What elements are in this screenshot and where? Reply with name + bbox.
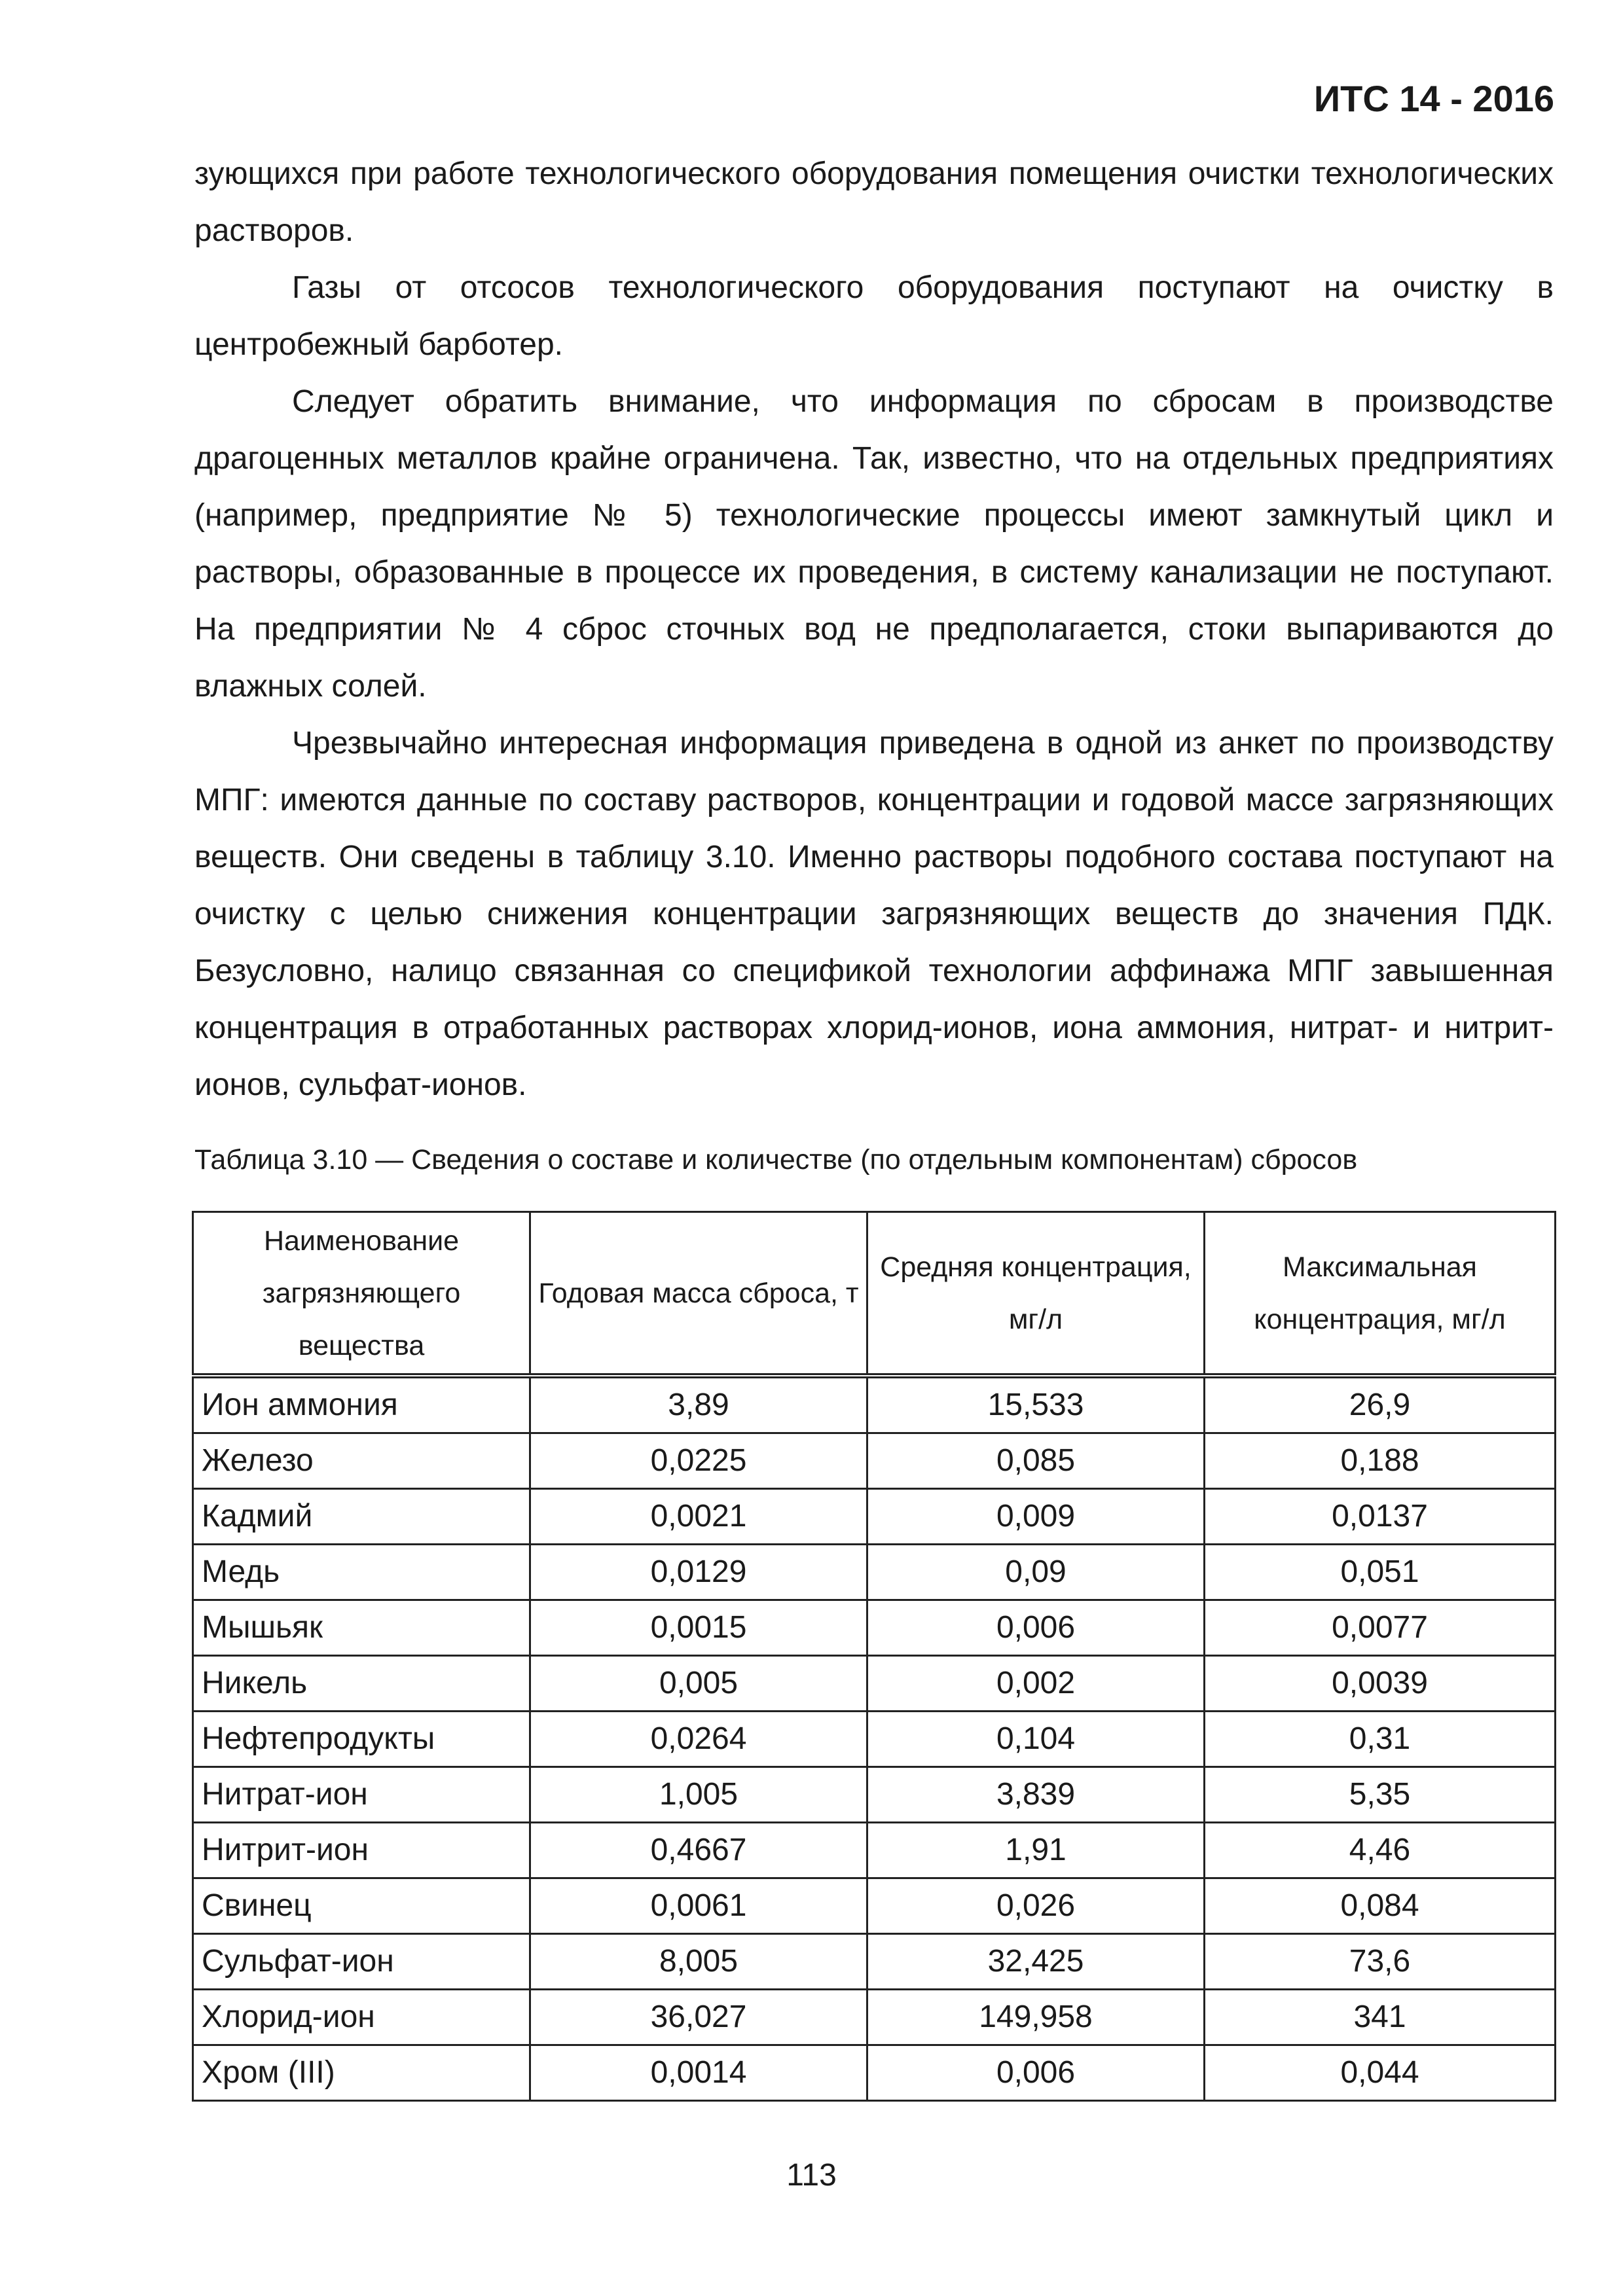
cell-value: 0,0137 (1205, 1489, 1556, 1545)
cell-value: 0,0021 (530, 1489, 867, 1545)
column-header-average-concentration: Средняя концентрация, мг/л (867, 1212, 1205, 1376)
table-header-row (193, 1212, 1556, 1376)
cell-value: 32,425 (867, 1934, 1205, 1990)
cell-substance-name: Нефтепродукты (193, 1712, 530, 1767)
cell-value: 0,104 (867, 1712, 1205, 1767)
column-header-max-concentration: Максимальная концентрация, мг/л (1205, 1212, 1556, 1376)
cell-value: 3,89 (530, 1376, 867, 1433)
paragraph-discharge-info: Следует обратить внимание, что информация по сбросам в производстве драгоценных металлов крайне ограничена. Так, известно, что на отдельных предприятиях (например, предприятие № 5) технологические процессы имеют замкнутый цикл и растворы, образованные в процессе их проведения, в систему канализации не поступают. На предприятии № 4 сброс сточных вод не предполагается, стоки выпариваются до влажных солей. (194, 384, 1554, 704)
cell-substance-name: Железо (193, 1433, 530, 1489)
table-row (193, 1545, 1556, 1600)
cell-value: 15,533 (867, 1376, 1205, 1433)
cell-value: 0,006 (867, 1600, 1205, 1656)
table-row (193, 1878, 1556, 1934)
table-row (193, 1489, 1556, 1545)
cell-value: 4,46 (1205, 1823, 1556, 1878)
cell-substance-name: Никель (193, 1656, 530, 1712)
table-row (193, 2045, 1556, 2101)
cell-value: 0,0129 (530, 1545, 867, 1600)
cell-value: 26,9 (1205, 1376, 1556, 1433)
cell-value: 0,0061 (530, 1878, 867, 1934)
table-caption: Таблица 3.10 — Сведения о составе и количестве (по отдельным компонентам) сбросов (194, 1144, 1358, 1175)
table-row (193, 1433, 1556, 1489)
cell-substance-name: Мышьяк (193, 1600, 530, 1656)
cell-substance-name: Медь (193, 1545, 530, 1600)
cell-substance-name: Кадмий (193, 1489, 530, 1545)
paragraph-gases: Газы от отсосов технологического оборудования поступают на очистку в центробежный барботер. (194, 270, 1554, 362)
discharge-composition-table (192, 1211, 1556, 2102)
cell-value: 0,044 (1205, 2045, 1556, 2101)
paragraph-continuation: зующихся при работе технологического оборудования помещения очистки технологических растворов. (194, 156, 1554, 248)
table-row (193, 1376, 1556, 1433)
table-row (193, 1656, 1556, 1712)
cell-value: 3,839 (867, 1767, 1205, 1823)
cell-substance-name: Хлорид-ион (193, 1990, 530, 2045)
cell-value: 0,084 (1205, 1878, 1556, 1934)
cell-value: 0,0014 (530, 2045, 867, 2101)
paragraph-survey-info: Чрезвычайно интересная информация приведена в одной из анкет по производству МПГ: имеются данные по составу растворов, концентрации и годовой массе загрязняющих веществ. Они сведены в таблицу 3.10. Именно растворы подобного состава поступают на очистку с целью снижения концентрации загрязняющих веществ до значения ПДК. Безусловно, налицо связанная со спецификой технологии аффинажа МПГ завышенная концентрация в отработанных растворах хлорид-ионов, иона аммония, нитрат- и нитрит-ионов, сульфат-ионов. (194, 726, 1554, 1102)
cell-value: 0,006 (867, 2045, 1205, 2101)
table-row (193, 1990, 1556, 2045)
cell-value: 0,051 (1205, 1545, 1556, 1600)
table-body (193, 1376, 1556, 2101)
table-row (193, 1823, 1556, 1878)
cell-value: 0,026 (867, 1878, 1205, 1934)
table-row (193, 1600, 1556, 1656)
cell-value: 8,005 (530, 1934, 867, 1990)
cell-value: 36,027 (530, 1990, 867, 2045)
cell-value: 0,0039 (1205, 1656, 1556, 1712)
cell-substance-name: Нитрат-ион (193, 1767, 530, 1823)
document-code-header: ИТС 14 - 2016 (1313, 78, 1554, 119)
cell-substance-name: Свинец (193, 1878, 530, 1934)
cell-value: 0,0264 (530, 1712, 867, 1767)
page-number: 113 (786, 2158, 837, 2193)
cell-substance-name: Хром (III) (193, 2045, 530, 2101)
cell-value: 0,009 (867, 1489, 1205, 1545)
table-row (193, 1934, 1556, 1990)
body-text (194, 145, 1554, 1113)
table-row (193, 1767, 1556, 1823)
cell-substance-name: Нитрит-ион (193, 1823, 530, 1878)
cell-value: 5,35 (1205, 1767, 1556, 1823)
cell-value: 0,085 (867, 1433, 1205, 1489)
cell-value: 73,6 (1205, 1934, 1556, 1990)
table-row (193, 1712, 1556, 1767)
cell-value: 0,09 (867, 1545, 1205, 1600)
cell-value: 0,188 (1205, 1433, 1556, 1489)
cell-value: 341 (1205, 1990, 1556, 2045)
cell-value: 0,0077 (1205, 1600, 1556, 1656)
cell-value: 1,005 (530, 1767, 867, 1823)
cell-value: 149,958 (867, 1990, 1205, 2045)
cell-value: 0,4667 (530, 1823, 867, 1878)
cell-value: 0,31 (1205, 1712, 1556, 1767)
cell-substance-name: Ион аммония (193, 1376, 530, 1433)
cell-value: 0,0015 (530, 1600, 867, 1656)
cell-value: 1,91 (867, 1823, 1205, 1878)
cell-value: 0,002 (867, 1656, 1205, 1712)
column-header-annual-mass: Годовая масса сброса, т (530, 1212, 867, 1376)
column-header-substance: Наименование загрязняющего вещества (193, 1212, 530, 1376)
cell-value: 0,005 (530, 1656, 867, 1712)
cell-substance-name: Сульфат-ион (193, 1934, 530, 1990)
cell-value: 0,0225 (530, 1433, 867, 1489)
